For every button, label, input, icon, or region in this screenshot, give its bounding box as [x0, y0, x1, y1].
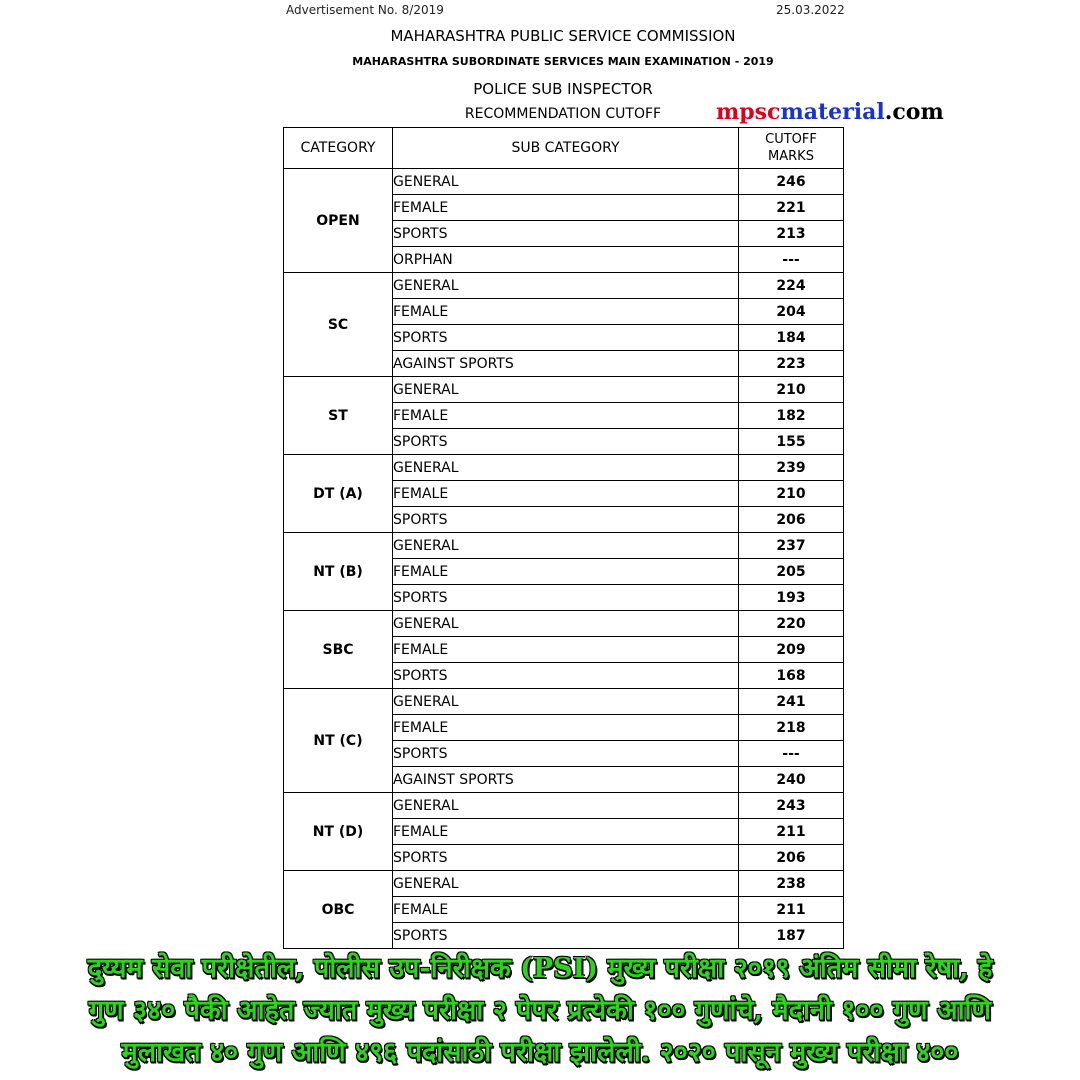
cutoff-marks-cell: 241	[739, 689, 844, 715]
cutoff-marks-cell: 243	[739, 793, 844, 819]
caption-line-3: मुलाखत ४० गुण आणि ४९६ पदांसाठी परीक्षा झालेली. २०२० पासून मुख्य परीक्षा ४००	[121, 1037, 959, 1068]
cutoff-marks-cell: 221	[739, 195, 844, 221]
cutoff-marks-cell: 209	[739, 637, 844, 663]
sub-category-cell: GENERAL	[393, 533, 739, 559]
header-sub-category: SUB CATEGORY	[393, 128, 739, 169]
document-title: RECOMMENDATION CUTOFF	[464, 106, 662, 122]
sub-category-cell: AGAINST SPORTS	[393, 351, 739, 377]
category-cell: DT (A)	[284, 455, 393, 533]
cutoff-marks-cell: 211	[739, 897, 844, 923]
exam-title: MAHARASHTRA SUBORDINATE SERVICES MAIN EXAMINATION - 2019	[352, 55, 774, 68]
cutoff-marks-cell: 211	[739, 819, 844, 845]
cutoff-marks-cell: 237	[739, 533, 844, 559]
cutoff-marks-cell: 218	[739, 715, 844, 741]
cutoff-marks-cell: 206	[739, 845, 844, 871]
cutoff-marks-cell: 220	[739, 611, 844, 637]
caption-line-2: गुण ३४० पैकी आहेत ज्यात मुख्य परीक्षा २ पेपर प्रत्येकी १०० गुणांचे, मैदानी १०० गुण आणि	[88, 995, 992, 1026]
advertisement-number: Advertisement No. 8/2019	[286, 3, 444, 17]
category-cell: ST	[284, 377, 393, 455]
sub-category-cell: FEMALE	[393, 299, 739, 325]
table-row	[284, 169, 844, 195]
sub-category-cell: AGAINST SPORTS	[393, 767, 739, 793]
sub-category-cell: SPORTS	[393, 325, 739, 351]
marathi-caption	[0, 948, 1080, 1074]
cutoff-marks-cell: 240	[739, 767, 844, 793]
category-cell: OBC	[284, 871, 393, 949]
table-header-row	[284, 128, 844, 169]
category-cell: OPEN	[284, 169, 393, 273]
table-row	[284, 377, 844, 403]
cutoff-marks-cell: 224	[739, 273, 844, 299]
logo-part-material: material	[780, 99, 885, 125]
cutoff-marks-cell: 155	[739, 429, 844, 455]
cutoff-table	[283, 127, 844, 949]
sub-category-cell: FEMALE	[393, 819, 739, 845]
cutoff-marks-cell: ---	[739, 741, 844, 767]
category-cell: NT (B)	[284, 533, 393, 611]
cutoff-marks-cell: 206	[739, 507, 844, 533]
sub-category-cell: SPORTS	[393, 845, 739, 871]
cutoff-marks-cell: 210	[739, 481, 844, 507]
commission-title: MAHARASHTRA PUBLIC SERVICE COMMISSION	[390, 27, 736, 45]
cutoff-marks-cell: 223	[739, 351, 844, 377]
cutoff-marks-cell: 205	[739, 559, 844, 585]
sub-category-cell: ORPHAN	[393, 247, 739, 273]
cutoff-marks-cell: 184	[739, 325, 844, 351]
sub-category-cell: GENERAL	[393, 793, 739, 819]
cutoff-marks-cell: 210	[739, 377, 844, 403]
category-cell: NT (C)	[284, 689, 393, 793]
document-date: 25.03.2022	[776, 3, 845, 17]
sub-category-cell: GENERAL	[393, 689, 739, 715]
cutoff-marks-cell: 246	[739, 169, 844, 195]
sub-category-cell: GENERAL	[393, 377, 739, 403]
header-cutoff-marks	[739, 128, 844, 169]
header-category: CATEGORY	[284, 128, 393, 169]
sub-category-cell: FEMALE	[393, 897, 739, 923]
cutoff-marks-cell: 187	[739, 923, 844, 949]
sub-category-cell: SPORTS	[393, 429, 739, 455]
header-cutoff-line1: CUTOFF	[765, 132, 817, 147]
sub-category-cell: GENERAL	[393, 871, 739, 897]
table-row	[284, 455, 844, 481]
sub-category-cell: FEMALE	[393, 403, 739, 429]
sub-category-cell: SPORTS	[393, 221, 739, 247]
post-title: POLICE SUB INSPECTOR	[473, 80, 653, 98]
category-cell: SBC	[284, 611, 393, 689]
sub-category-cell: FEMALE	[393, 195, 739, 221]
table-row	[284, 689, 844, 715]
table-row	[284, 533, 844, 559]
cutoff-marks-cell: 193	[739, 585, 844, 611]
cutoff-marks-cell: 204	[739, 299, 844, 325]
cutoff-marks-cell: ---	[739, 247, 844, 273]
header-cutoff-line2: MARKS	[768, 149, 814, 164]
logo-part-domain: .com	[884, 99, 944, 125]
table-row	[284, 273, 844, 299]
logo-part-mpsc: mpsc	[716, 99, 781, 125]
category-cell: SC	[284, 273, 393, 377]
sub-category-cell: SPORTS	[393, 741, 739, 767]
sub-category-cell: FEMALE	[393, 715, 739, 741]
cutoff-marks-cell: 239	[739, 455, 844, 481]
cutoff-marks-cell: 182	[739, 403, 844, 429]
table-row	[284, 611, 844, 637]
caption-line-1: दुय्यम सेवा परीक्षेतील, पोलीस उप-निरीक्षक (PSI) मुख्य परीक्षा २०१९ अंतिम सीमा रेषा, हे	[87, 953, 993, 984]
sub-category-cell: GENERAL	[393, 169, 739, 195]
sub-category-cell: SPORTS	[393, 663, 739, 689]
sub-category-cell: SPORTS	[393, 923, 739, 949]
cutoff-marks-cell: 213	[739, 221, 844, 247]
sub-category-cell: FEMALE	[393, 481, 739, 507]
sub-category-cell: SPORTS	[393, 507, 739, 533]
category-cell: NT (D)	[284, 793, 393, 871]
sub-category-cell: FEMALE	[393, 637, 739, 663]
sub-category-cell: GENERAL	[393, 273, 739, 299]
table-row	[284, 793, 844, 819]
cutoff-marks-cell: 238	[739, 871, 844, 897]
sub-category-cell: GENERAL	[393, 455, 739, 481]
sub-category-cell: GENERAL	[393, 611, 739, 637]
sub-category-cell: FEMALE	[393, 559, 739, 585]
watermark-logo	[716, 99, 944, 125]
table-row	[284, 871, 844, 897]
sub-category-cell: SPORTS	[393, 585, 739, 611]
cutoff-marks-cell: 168	[739, 663, 844, 689]
